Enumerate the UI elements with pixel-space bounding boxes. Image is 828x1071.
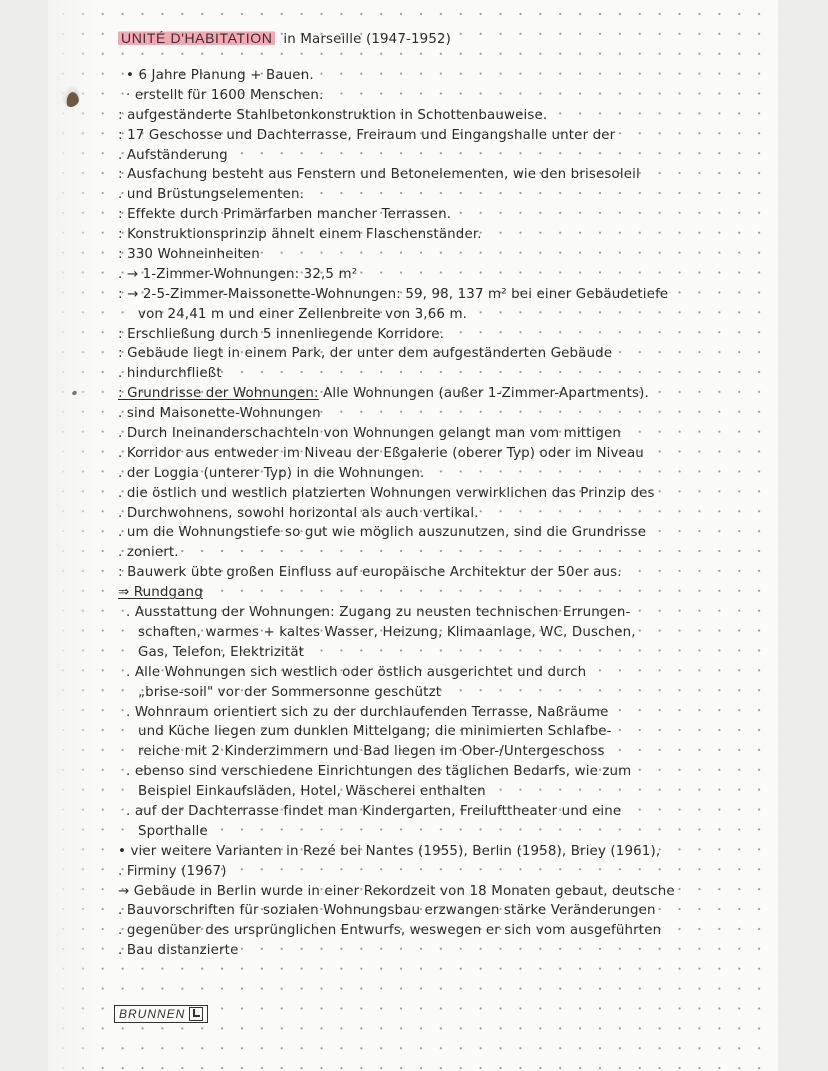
note-line: und Küche liegen zum dunklen Mittelgang; die minimierten Schlafbe- bbox=[138, 724, 612, 740]
brand-mark-icon bbox=[189, 1007, 203, 1021]
note-line: Beispiel Einkaufsläden, Hotel, Wäscherei enthalten bbox=[138, 784, 486, 800]
note-line: . auf der Dachterrasse findet man Kindergarten, Freilufttheater und eine bbox=[126, 803, 622, 819]
note-line: . Bauvorschriften für sozialen Wohnungsbau erzwangen stärke Veränderungen bbox=[118, 903, 656, 919]
note-line: • 6 Jahre Planung + Bauen. bbox=[126, 68, 314, 83]
note-line: . der Loggia (unterer Typ) in die Wohnungen. bbox=[118, 465, 425, 481]
note-line: : Ausfachung besteht aus Fenstern und Betonelementen, wie den brisesoleil bbox=[118, 167, 640, 183]
note-line: . ebenso sind verschiedene Einrichtungen des täglichen Bedarfs, wie zum bbox=[126, 764, 632, 780]
note-line: : aufgeständerte Stahlbetonkonstruktion in Schottenbauweise. bbox=[118, 107, 548, 123]
note-line: schaften, warmes + kaltes Wasser, Heizung, Klimaanlage, WC, Duschen, bbox=[138, 624, 636, 640]
note-line: · erstellt für 1600 Menschen. bbox=[126, 87, 324, 103]
punch-hole-mark bbox=[62, 85, 80, 107]
note-line: : 17 Geschosse und Dachterrasse, Freiraum und Eingangshalle unter der bbox=[118, 127, 616, 143]
note-line bbox=[118, 384, 778, 404]
note-line: . Korridor aus entweder im Niveau der Eßgalerie (oberer Typ) oder im Niveau bbox=[118, 445, 644, 461]
handwritten-notes bbox=[118, 30, 778, 961]
note-line: . Ausstattung der Wohnungen: Zugang zu neusten technischen Errungen- bbox=[126, 605, 631, 621]
note-line: . hindurchfließt bbox=[118, 366, 222, 382]
note-text: Alle Wohnungen (außer 1-Zimmer-Apartments). bbox=[318, 386, 649, 402]
note-line: Sporthalle bbox=[138, 823, 208, 839]
brand-logo bbox=[114, 1005, 208, 1023]
note-line: → Gebäude in Berlin wurde in einer Rekordzeit von 18 Monaten gebaut, deutsche bbox=[118, 883, 675, 899]
note-line: : Gebäude liegt in einem Park, der unter dem aufgeständerten Gebäude bbox=[118, 346, 613, 362]
note-line: reiche mit 2 Kinderzimmern und Bad liegen im Ober-/Untergeschoss bbox=[138, 744, 605, 760]
note-line: : → 2-5-Zimmer-Maissonette-Wohnungen: 59, 98, 137 m² bei einer Gebäudetiefe bbox=[118, 286, 669, 302]
note-line: . gegenüber des ursprünglichen Entwurfs, weswegen er sich vom ausgeführten bbox=[118, 923, 662, 939]
note-line: . die östlich und westlich platzierten Wohnungen verwirklichen das Prinzip des bbox=[118, 485, 655, 501]
note-line: . Firminy (1967) bbox=[118, 863, 227, 879]
note-line: . sind Maisonette-Wohnungen bbox=[118, 406, 321, 422]
note-line: : 330 Wohneinheiten bbox=[118, 247, 260, 263]
note-line: : Bauwerk übte großen Einfluss auf europäische Architektur der 50er aus. bbox=[118, 565, 622, 581]
note-line: . Alle Wohnungen sich westlich oder östlich ausgerichtet und durch bbox=[126, 664, 587, 680]
underlined-heading: ⇒ Rundgang bbox=[118, 585, 203, 601]
note-line: • vier weitere Varianten in Rezé bei Nantes (1955), Berlin (1958), Briey (1961), bbox=[118, 843, 661, 859]
note-line: . zoniert. bbox=[118, 545, 179, 561]
note-line: : Effekte durch Primärfarben mancher Terrassen. bbox=[118, 207, 452, 223]
notes-body bbox=[118, 66, 778, 961]
page-subtitle: in Marseille (1947-1952) bbox=[283, 32, 452, 47]
note-line: . Durchwohnens, sowohl horizontal als auch vertikal. bbox=[118, 505, 479, 521]
note-line: : Konstruktionsprinzip ähnelt einem Flaschenständer. bbox=[118, 227, 482, 243]
note-line: . Aufständerung bbox=[118, 147, 228, 163]
note-line: „brise-soil" vor der Sommersonne geschützt bbox=[138, 684, 442, 700]
ink-speck bbox=[71, 390, 77, 396]
underlined-heading: : Grundrisse der Wohnungen: bbox=[118, 386, 319, 402]
note-line: : Erschließung durch 5 innenliegende Korridore. bbox=[118, 326, 445, 342]
note-line: . Wohnraum orientiert sich zu der durchlaufenden Terrasse, Naßräume bbox=[126, 704, 609, 720]
note-line: . → 1-Zimmer-Wohnungen: 32,5 m² bbox=[118, 266, 358, 282]
brand-name: BRUNNEN bbox=[119, 1007, 186, 1021]
note-line: von 24,41 m und einer Zellenbreite von 3,66 m. bbox=[138, 306, 468, 322]
note-line: . Bau distanzierte bbox=[118, 943, 239, 959]
heading-row bbox=[118, 30, 778, 58]
page-title: UNITÉ D'HABITATION bbox=[118, 30, 275, 46]
note-line: . um die Wohnungstiefe so gut wie möglich auszunutzen, sind die Grundrisse bbox=[118, 525, 647, 541]
note-line: Gas, Telefon, Elektrizität bbox=[138, 644, 305, 660]
note-line bbox=[118, 583, 778, 603]
note-line: . und Brüstungselementen. bbox=[118, 187, 305, 203]
note-line: . Durch Ineinanderschachteln von Wohnungen gelangt man vom mittigen bbox=[118, 426, 622, 442]
